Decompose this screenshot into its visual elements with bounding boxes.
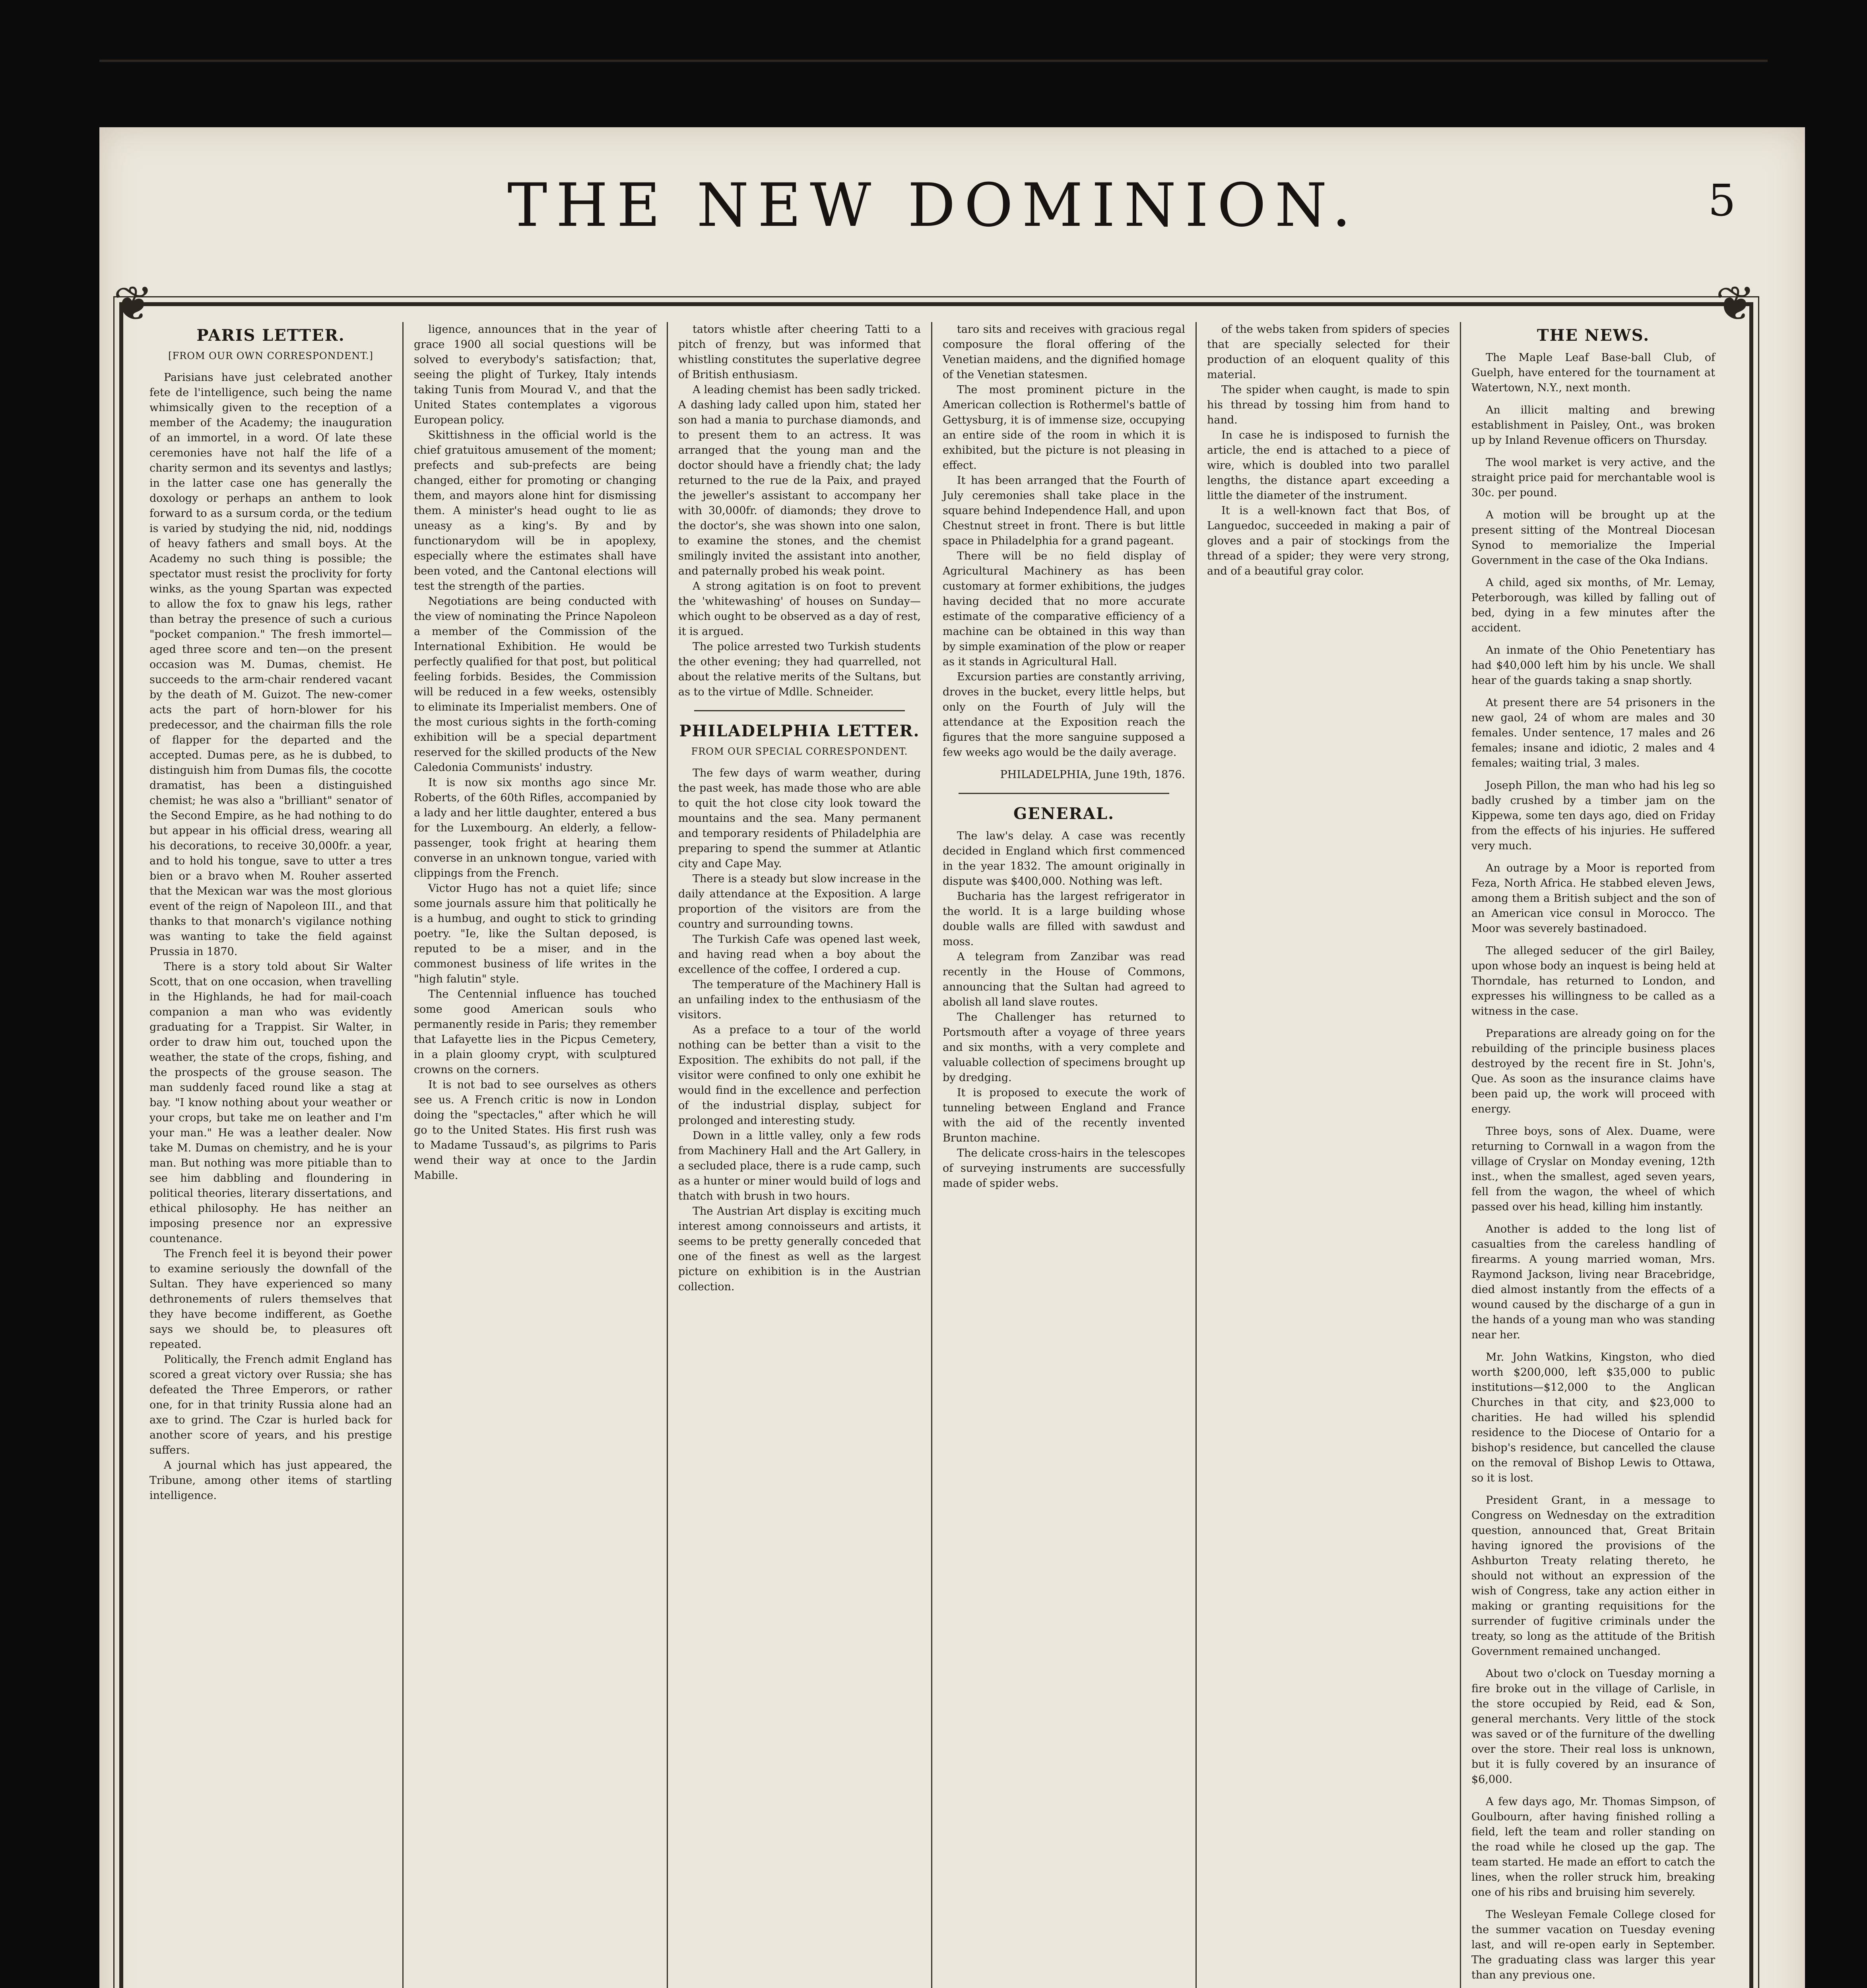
article-paragraph: A strong agitation is on foot to prevent the 'whitewashing' of houses on Sunday—which ought to be observed as a day of rest, it is argued. [678,580,921,638]
column-1 [139,322,404,1988]
section-divider [959,793,1169,794]
article-paragraph: In case he is indisposed to furnish the article, the end is attached to a piece of wire, which is doubled into two parallel lengths, the distance apart exceeding a little the diameter of the instrument. [1207,429,1450,502]
masthead-title: THE NEW DOMINION. [507,171,1360,240]
article-paragraph: The police arrested two Turkish students the other evening; they had quarrelled, not about the relative merits of the Sultans, but as to the virtue of Mdlle. Schneider. [678,641,921,698]
article-subheading: FROM OUR SPECIAL CORRESPONDENT. [691,746,908,757]
floral-corner-icon: ❦ [1715,276,1756,332]
article-paragraph: The French feel it is beyond their power to examine seriously the downfall of the Sultan. They have experienced so many dethronements of rulers themselves that they have become indifferent, as Goethe says we should be, to pleasures oft repeated. [149,1248,392,1351]
article-paragraph: The spider when caught, is made to spin his thread by tossing him from hand to hand. [1207,384,1450,426]
news-item: At present there are 54 prisoners in the new gaol, 24 of whom are males and 30 females. Under sentence, 17 males and 26 females; insane and idiotic, 2 males and 4 females; waiting trial, 3 males. [1471,697,1715,769]
floral-corner-icon: ❦ [113,276,153,332]
article-paragraph: As a preface to a tour of the world nothing can be better than a visit to the Exposition. The exhibits do not pall, if the visitor were confined to only one exhibit he would find in the excellence and perfection of the industrial display, subject for prolonged and interesting study. [678,1024,921,1127]
article-paragraph: It is not bad to see ourselves as others see us. A French critic is now in London doing the "spectacles," after which he will go to the United States. His first rush was to Madame Tussaud's, as pilgrims to Paris wend their way at once to the Jardin Mabille. [414,1079,656,1182]
article-paragraph: There is a story told about Sir Walter Scott, that on one occasion, when travelling in the Highlands, he had for mail-coach companion a man who was evidently graduating for a Trappist. Sir Walter, in order to draw him out, touched upon the weather, the state of the crops, fishing, and the prospects of the grouse season. The man suddenly faced round like a stag at bay. "I know nothing about your weather or your crops, but take me on leather and I'm your man." He was a leather dealer. Now take M. Dumas on chemistry, and he is your man. But nothing was more pitiable than to see him dabbling and floundering in political theories, literary dissertations, and ethical philosophy. He has neither an imposing presence nor an expressive countenance. [149,961,392,1245]
article-paragraph: There will be no field display of Agricultural Machinery as has been customary at former exhibitions, the judges having decided that no more accurate estimate of the comparative efficiency of a machine can be obtained in this way than by simple examination of the plow or reaper as it stands in Agricultural Hall. [943,550,1185,668]
article-paragraph: Victor Hugo has not a quiet life; since some journals assure him that politically he is a humbug, and ought to stick to grinding poetry. "Ie, like the Sultan deposed, is reputed to be a miser, and in the commonest business of life writes in the "high falutin" style. [414,882,656,985]
news-item: A few days ago, Mr. Thomas Simpson, of Goulbourn, after having finished rolling a field, left the team and roller standing on the road while he closed up the gap. The team started. He made an effort to catch the lines, when the roller struck him, breaking one of his ribs and bruising him severely. [1471,1796,1715,1899]
news-item: Preparations are already going on for the rebuilding of the principle business places destroyed by the recent fire in St. John's, Que. As soon as the insurance claims have been paid up, the work will proceed with energy. [1471,1027,1715,1115]
top-rule [99,60,1768,62]
masthead [99,111,1768,239]
news-item: An illicit malting and brewing establishment in Paisley, Ont., was broken up by Inland Revenue officers on Thursday. [1471,404,1715,447]
column-6 [1461,322,1725,1988]
article-columns [139,322,1725,1988]
article-paragraph: The most prominent picture in the American collection is Rothermel's battle of Gettysburg, it is of immense size, occupying an entire side of the room in which it is exhibited, but the picture is not pleasing in effect. [943,384,1185,472]
article-paragraph: tators whistle after cheering Tatti to a pitch of frenzy, but was informed that whistling constitutes the superlative degree of British enthusiasm. [678,323,921,381]
news-item: Joseph Pillon, the man who had his leg so badly crushed by a timber jam on the Kippewa, some ten days ago, died on Friday from the effects of his injuries. He suffered very much. [1471,779,1715,852]
news-item: President Grant, in a message to Congress on Wednesday on the extradition question, announced that, Great Britain having ignored the provisions of the Ashburton Treaty relating thereto, he should not without an expression of the wish of Congress, take any action either in making or granting requisitions for the surrender of fugitive criminals under the treaty, so long as the attitude of the British Government remained unchanged. [1471,1494,1715,1658]
article-paragraph: The few days of warm weather, during the past week, has made those who are able to quit the hot close city look toward the mountains and the sea. Many permanent and temporary residents of Philadelphia are preparing to spend the summer at Atlantic city and Cape May. [678,767,921,870]
article-paragraph: Bucharia has the largest refrigerator in the world. It is a large building whose double walls are filled with sawdust and moss. [943,890,1185,948]
article-heading-the-news: THE NEWS. [1537,326,1650,345]
article-paragraph: A telegram from Zanzibar was read recently in the House of Commons, announcing that the Sultan had agreed to abolish all land slave routes. [943,951,1185,1008]
news-item: An outrage by a Moor is reported from Feza, North Africa. He stabbed eleven Jews, among them a British subject and the son of an American vice consul in Morocco. The Moor was severely bastinadoed. [1471,862,1715,935]
article-paragraph: Parisians have just celebrated another fete de l'intelligence, such being the name whimsically given to the reception of a member of the Academy; the inauguration of an immortel, in a word. Of late these ceremonies have not half the life of a charity sermon and its seventys and lastlys; in the latter case one has generally the doxology or perhaps an anthem to look forward to as a sursum corda, or the tedium is varied by studying the nid, nid, noddings of heavy fathers and small boys. At the Academy no such thing is possible; the spectator must resist the proclivity for forty winks, as the young Spartan was expected to allow the fox to gnaw his legs, rather than betray the presence of such a curious "pocket companion." The fresh immortel—aged three score and ten—on the present occasion was M. Dumas, chemist. He succeeds to the arm-chair rendered vacant by the death of M. Guizot. The new-comer acts the part of horn-blower for his predecessor, and the chairman fills the role of flapper for the departed and the accepted. Dumas pere, as he is dubbed, to distinguish him from Dumas fils, the cocotte dramatist, has been a distinguished chemist; he was also a "brilliant" senator of the Second Empire, as he had nothing to do but appear in his official dress, wearing all his decorations, to receive 30,000fr. a year, and to hold his tongue, save to utter a tres bien or a bravo when M. Rouher asserted that the Mexican war was the most glorious event of the reign of Napoleon III., and that thanks to that monarch's vigilance nothing was wanting to take the field against Prussia in 1870. [149,371,392,958]
news-item: The wool market is very active, and the straight price paid for merchantable wool is 30c. per pound. [1471,456,1715,499]
article-heading-philadelphia-letter: PHILADELPHIA LETTER. [679,722,920,740]
news-item: The alleged seducer of the girl Bailey, upon whose body an inquest is being held at Thorndale, has returned to London, and expresses his willingness to be called as a witness in the case. [1471,945,1715,1017]
news-item: A child, aged six months, of Mr. Lemay, Peterborough, was killed by falling out of bed, dying in a few minutes after the accident. [1471,577,1715,634]
article-paragraph: The Challenger has returned to Portsmouth after a voyage of three years and six months, with a very complete and valuable collection of specimens brought up by dredging. [943,1011,1185,1084]
article-paragraph: ligence, announces that in the year of grace 1900 all social questions will be solved to everybody's satisfaction; that, seeing the plight of Turkey, Italy intends taking Tunis from Mourad V., and that the United States contemplates a vigorous European policy. [414,323,656,426]
article-paragraph: Negotiations are being conducted with the view of nominating the Prince Napoleon a member of the Commission of the International Exhibition. He would be perfectly qualified for that post, but political feeling forbids. Besides, the Commission will be reduced in a few weeks, ostensibly to eliminate its Imperialist members. One of the most curious sights in the forth-coming exhibition will be a special department reserved for the skilled products of the New Caledonia Communists' industry. [414,595,656,774]
article-paragraph: Down in a little valley, only a few rods from Machinery Hall and the Art Gallery, in a secluded place, there is a rude camp, such as a hunter or miner would build of logs and thatch with brush in two hours. [678,1130,921,1202]
article-paragraph: The delicate cross-hairs in the telescopes of surveying instruments are successfully made of spider webs. [943,1147,1185,1190]
article-paragraph: Politically, the French admit England has scored a great victory over Russia; she has defeated the Three Emperors, or rather one, for in that trinity Russia alone had an axe to grind. The Czar is hurled back for another score of years, and his prestige suffers. [149,1353,392,1456]
news-item: Mr. John Watkins, Kingston, who died worth $200,000, left $35,000 to public institutions—$12,000 to the Anglican Churches in that city, and $23,000 to charities. He had willed his splendid residence to the Diocese of Ontario for a bishop's residence, but cancelled the clause on the removal of Bishop Lewis to Ottawa, so it is lost. [1471,1351,1715,1484]
news-item: About two o'clock on Tuesday morning a fire broke out in the village of Carlisle, in the store occupied by Reid, ead & Son, general merchants. Very little of the stock was saved or of the furniture of the dwelling over the store. Their real loss is unknown, but it is fully covered by an insurance of $6,000. [1471,1668,1715,1786]
article-paragraph: It has been arranged that the Fourth of July ceremonies shall take place in the square behind Independence Hall, and upon Chestnut street in front. There is but little space in Philadelphia for a grand pageant. [943,474,1185,547]
article-paragraph: The Centennial influence has touched some good American souls who permanently reside in Paris; they remember that Lafayette lies in the Picpus Cemetery, in a plain gloomy crypt, with sculptured crowns on the corners. [414,988,656,1076]
article-paragraph: Skittishness in the official world is the chief gratuitous amusement of the moment; prefects and sub-prefects are being changed, either for promoting or changing them, and mayors alone hint for dismissing them. A minister's head ought to lie as uneasy as a king's. By and by functionarydom will be in apoplexy, especially where the estimates shall have been voted, and the Cantonal elections will test the strength of the parties. [414,429,656,592]
article-paragraph: It is proposed to execute the work of tunneling between England and France with the aid of the recently invented Brunton machine. [943,1087,1185,1144]
news-item: A motion will be brought up at the present sitting of the Montreal Diocesan Synod to memorialize the Imperial Government in the case of the Oka Indians. [1471,509,1715,567]
article-dateline: PHILADELPHIA, June 19th, 1876. [1000,769,1185,781]
news-item: Three boys, sons of Alex. Duame, were returning to Cornwall in a wagon from the village of Cryslar on Monday evening, 12th inst., when the smallest, aged seven years, fell from the wagon, the wheel of which passed over his head, killing him instantly. [1471,1125,1715,1213]
article-paragraph: A leading chemist has been sadly tricked. A dashing lady called upon him, stated her son had a mania to purchase diamonds, and to present them to an actress. It was arranged that the young man and the doctor should have a friendly chat; the lady returned to the rue de la Paix, and prayed the jeweller's assistant to accompany her with 30,000fr. of diamonds; they drove to the doctor's, she was shown into one salon, to examine the stones, and the chemist smilingly invited the assistant into another, and paternally probed his weak point. [678,384,921,577]
column-4 [932,322,1197,1988]
page-number: 5 [1708,175,1736,226]
section-divider [694,710,905,711]
article-paragraph: The Austrian Art display is exciting much interest among connoisseurs and artists, it seems to be pretty generally conceded that one of the finest as well as the largest picture on exhibition is in the Austrian collection. [678,1205,921,1293]
news-item: An inmate of the Ohio Penetentiary has had $40,000 left him by his uncle. We shall hear of the guards taking a snap shortly. [1471,644,1715,687]
article-paragraph: Excursion parties are constantly arriving, droves in the bucket, every little helps, but only on the Fourth of July will the attendance at the Exposition reach the figures that the more sanguine supposed a few weeks ago would be the daily average. [943,671,1185,759]
news-item: Another is added to the long list of casualties from the careless handling of firearms. A young married woman, Mrs. Raymond Jackson, living near Bracebridge, died almost instantly from the effects of a wound caused by the discharge of a gun in the hands of a young man who was standing near her. [1471,1223,1715,1341]
article-paragraph: It is now six months ago since Mr. Roberts, of the 60th Rifles, accompanied by a lady and her little daughter, entered a bus for the Luxembourg. An elderly, a fellow-passenger, took fright at hearing them converse in an unknown tongue, varied with clippings from the French. [414,777,656,879]
article-paragraph: of the webs taken from spiders of species that are specially selected for their production of an eloquent quality of this material. [1207,323,1450,381]
article-heading-paris-letter: PARIS LETTER. [196,326,345,345]
news-item: The Maple Leaf Base-ball Club, of Guelph, have entered for the tournament at Watertown, N.Y., next month. [1471,351,1715,394]
article-paragraph: taro sits and receives with gracious regal composure the floral offering of the Venetian maidens, and the dignified homage of the Venetian statesmen. [943,323,1185,381]
article-heading-general: GENERAL. [1013,804,1115,823]
news-item: The Wesleyan Female College closed for the summer vacation on Tuesday evening last, and will re-open early in September. The graduating class was larger this year than any previous one. [1471,1908,1715,1981]
column-3 [668,322,932,1988]
article-paragraph: The law's delay. A case was recently decided in England which first commenced in the year 1832. The amount originally in dispute was $400,000. Nothing was left. [943,830,1185,887]
article-paragraph: A journal which has just appeared, the Tribune, among other items of startling intelligence. [149,1459,392,1502]
column-5 [1197,322,1461,1988]
article-paragraph: The Turkish Cafe was opened last week, and having read when a boy about the excellence of the coffee, I ordered a cup. [678,933,921,976]
article-paragraph: The temperature of the Machinery Hall is an unfailing index to the enthusiasm of the visitors. [678,978,921,1021]
article-subheading: [FROM OUR OWN CORRESPONDENT.] [168,350,373,361]
article-paragraph: It is a well-known fact that Bos, of Languedoc, succeeded in making a pair of gloves and a pair of stockings from the thread of a spider; they were very strong, and of a beautiful gray color. [1207,505,1450,577]
article-paragraph: There is a steady but slow increase in the daily attendance at the Exposition. A large proportion of the visitors are from the country and surrounding towns. [678,873,921,930]
column-2 [404,322,668,1988]
